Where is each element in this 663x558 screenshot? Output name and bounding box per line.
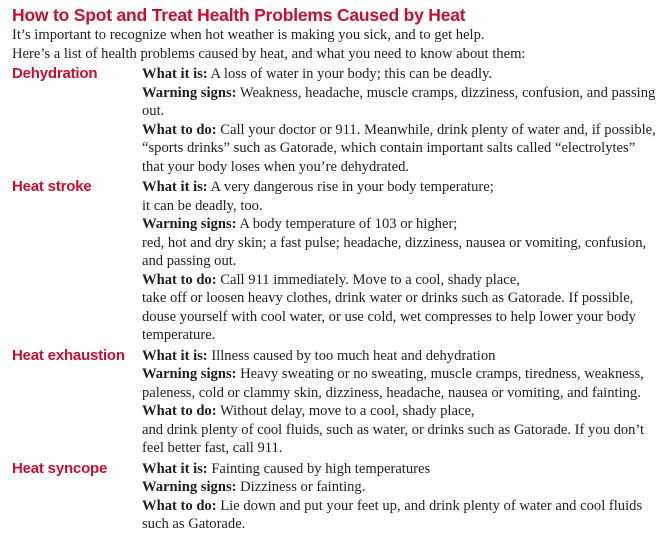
todo-label: What to do:: [142, 271, 217, 288]
todo-text: Call 911 immediately. Move to a cool, shady place,: [216, 271, 520, 288]
section-term: Dehydration: [12, 65, 98, 82]
what-to-do: [142, 497, 657, 534]
section-term: Heat exhaustion: [12, 346, 125, 364]
warning-label: Warning signs:: [142, 84, 237, 101]
what-to-do: [142, 402, 657, 458]
section-heat-stroke: [12, 178, 657, 345]
warning-label: Warning signs:: [142, 366, 237, 382]
warning-text: Dizziness or fainting.: [236, 479, 366, 495]
todo-label: What to do:: [142, 497, 217, 514]
what-it-is: [142, 460, 657, 479]
todo-text: Without delay, move to a cool, shady place,: [216, 403, 475, 419]
what-label: What it is:: [142, 460, 208, 477]
todo-label: What to do:: [142, 121, 217, 138]
todo-text: Call your doctor or 911. Meanwhile, drink plenty of water and, if possible, “sports drinks” such as Gatorade, which contain important salts called “electrolytes” that your body loses when you’re dehydrated.: [142, 121, 656, 175]
warning-text: Heavy sweating or no sweating, muscle cramps, tiredness, weakness, paleness, cold or clammy skin, dizziness, headache, nausea or vomiting, and fainting.: [142, 366, 644, 401]
intro-line: Here’s a list of health problems caused by heat, and what you need to know about them:: [12, 45, 526, 62]
section-dehydration: [12, 65, 657, 176]
warning-signs: [142, 215, 657, 271]
todo-text: Lie down and put your feet up, and drink plenty of water and cool fluids such as Gatorade.: [142, 497, 643, 532]
what-label: What it is:: [142, 179, 208, 195]
what-label: What it is:: [142, 66, 208, 82]
page-title: How to Spot and Treat Health Problems Caused by Heat: [12, 5, 466, 25]
warning-signs: [142, 84, 657, 121]
warning-label: Warning signs:: [142, 479, 237, 495]
warning-signs: [142, 365, 657, 402]
section-heat-syncope: [12, 460, 657, 534]
what-label: What it is:: [142, 347, 208, 364]
section-term: Heat syncope: [12, 459, 108, 477]
section-body: [142, 65, 657, 176]
section-term: Heat stroke: [12, 178, 92, 195]
document: [12, 4, 657, 534]
warning-text: Weakness, headache, muscle cramps, dizziness, confusion, and passing out.: [142, 84, 656, 119]
warning-signs: [142, 478, 657, 497]
warning-text: red, hot and dry skin; a fast pulse; headache, dizziness, nausea or vomiting, confusion, and passing out.: [142, 234, 647, 269]
what-it-is: [142, 178, 657, 215]
section-body: [142, 460, 657, 534]
warning-text: A body temperature of 103 or higher;: [236, 216, 458, 232]
what-text: A very dangerous rise in your body temperature;: [207, 179, 494, 195]
what-it-is: [142, 347, 657, 366]
intro-line: It’s important to recognize when hot weather is making you sick, and to get help.: [12, 27, 485, 43]
what-text: Illness caused by too much heat and dehydration: [207, 347, 496, 364]
what-to-do: [142, 121, 657, 177]
section-heat-exhaustion: [12, 347, 657, 458]
todo-label: What to do:: [142, 403, 217, 419]
what-text: it can be deadly, too.: [142, 197, 263, 214]
section-body: [142, 347, 657, 458]
what-it-is: [142, 65, 657, 84]
what-text: Fainting caused by high temperatures: [207, 460, 431, 477]
warning-label: Warning signs:: [142, 216, 237, 232]
todo-text: take off or loosen heavy clothes, drink water or drinks such as Gatorade. If possible, douse yourself with cool water, or use cold, wet compresses to help lower your body temperature.: [142, 290, 636, 343]
todo-text: and drink plenty of cool fluids, such as water, or drinks such as Gatorade. If you don’t feel better fast, call 911.: [142, 421, 645, 456]
what-text: A loss of water in your body; this can be deadly.: [207, 66, 493, 82]
what-to-do: [142, 271, 657, 345]
section-body: [142, 178, 657, 345]
intro-text: [12, 26, 657, 63]
